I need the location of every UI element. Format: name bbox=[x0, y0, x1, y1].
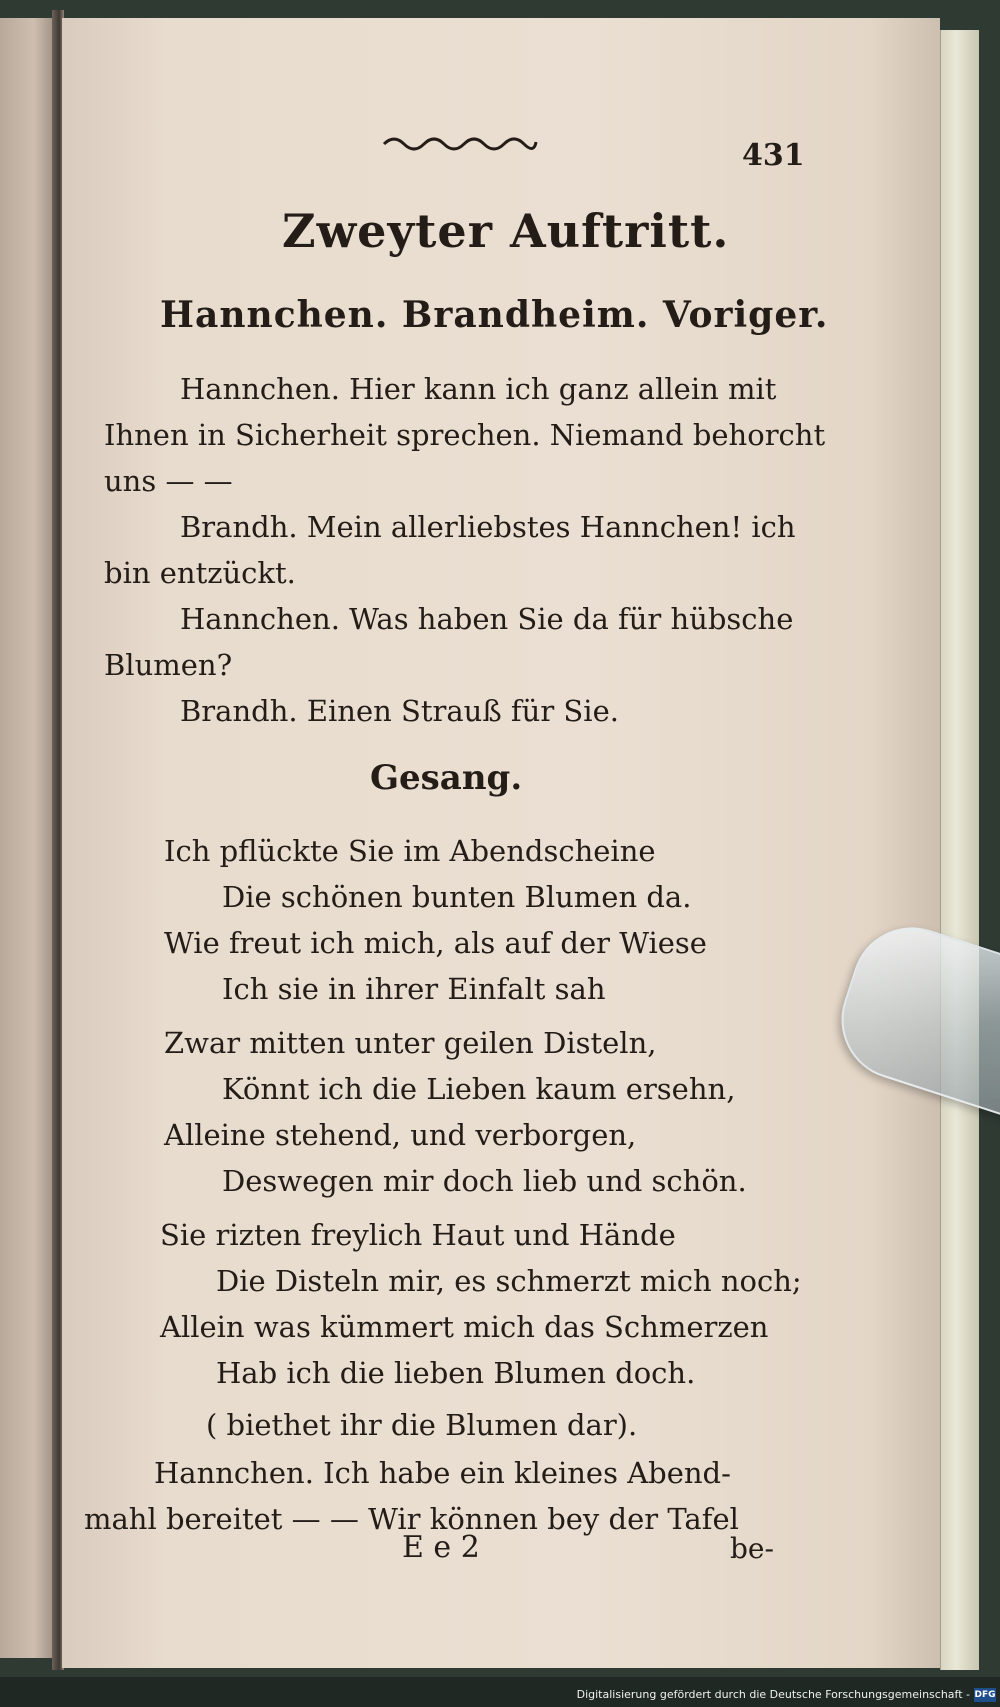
text-line: Brandh. Einen Strauß für Sie. bbox=[180, 694, 619, 728]
catchword: be- bbox=[730, 1532, 774, 1565]
text-line: Hannchen. Was haben Sie da für hübsche bbox=[180, 602, 794, 636]
song-line: Allein was kümmert mich das Schmerzen bbox=[160, 1310, 769, 1344]
song-line: Die schönen bunten Blumen da. bbox=[222, 880, 692, 914]
scene-heading: Zweyter Auftritt. bbox=[282, 204, 730, 258]
song-line: Die Disteln mir, es schmerzt mich noch; bbox=[216, 1264, 802, 1298]
song-line: Hab ich die lieben Blumen doch. bbox=[216, 1356, 696, 1390]
text-line: bin entzückt. bbox=[104, 556, 296, 590]
ornament-rule bbox=[380, 130, 540, 154]
dfg-credit: Digitalisierung gefördert durch die Deutsche Forschungsgemeinschaft - bbox=[576, 1688, 970, 1701]
text-line: Hannchen. Ich habe ein kleines Abend- bbox=[154, 1456, 731, 1490]
text-line: uns — — bbox=[104, 464, 233, 498]
song-line: Ich pflückte Sie im Abendscheine bbox=[164, 834, 656, 868]
song-line: Wie freut ich mich, als auf der Wiese bbox=[164, 926, 707, 960]
text-line: Brandh. Mein allerliebstes Hannchen! ich bbox=[180, 510, 796, 544]
song-line: Alleine stehend, und verborgen, bbox=[164, 1118, 637, 1152]
dfg-logo: DFG bbox=[974, 1690, 996, 1700]
page-stack-edge bbox=[940, 30, 979, 1670]
text-line: Hannchen. Hier kann ich ganz allein mit bbox=[180, 372, 777, 406]
footer-bar bbox=[0, 1677, 1000, 1707]
song-line: Könnt ich die Lieben kaum ersehn, bbox=[222, 1072, 736, 1106]
character-list: Hannchen. Brandheim. Voriger. bbox=[160, 294, 829, 336]
song-line: Deswegen mir doch lieb und schön. bbox=[222, 1164, 747, 1198]
text-line: Blumen? bbox=[104, 648, 233, 682]
song-title: Gesang. bbox=[370, 758, 523, 798]
page-number: 431 bbox=[742, 138, 805, 173]
text-line: mahl bereitet — — Wir können bey der Tafel bbox=[84, 1502, 739, 1536]
song-line: Sie rizten freylich Haut und Hände bbox=[160, 1218, 676, 1252]
text-line: Ihnen in Sicherheit sprechen. Niemand behorcht bbox=[104, 418, 826, 452]
stage-direction: ( biethet ihr die Blumen dar). bbox=[206, 1408, 638, 1442]
signature-mark: E e 2 bbox=[402, 1530, 480, 1565]
song-line: Zwar mitten unter geilen Disteln, bbox=[164, 1026, 657, 1060]
song-line: Ich sie in ihrer Einfalt sah bbox=[222, 972, 606, 1006]
